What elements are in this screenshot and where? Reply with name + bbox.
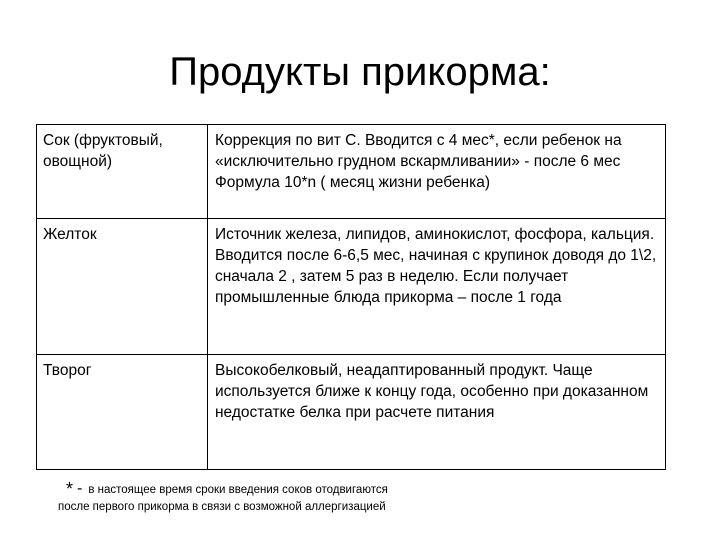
footnote-line-1 <box>58 480 658 499</box>
product-description <box>215 219 659 308</box>
table-row <box>37 219 665 355</box>
product-description <box>215 355 659 423</box>
product-name: Творог <box>43 362 92 379</box>
description-paragraph: Вводится после 6-6,5 мес, начиная с крупинок доводя до 1\2, сначала 2 , затем 5 раз в неделю. Если получает промышленные блюда прикорма – после 1 года <box>215 247 657 306</box>
footnote-text: в настоящее время сроки введения соков отодвигаются <box>88 484 388 496</box>
product-name: Сок (фруктовый, овощной) <box>43 132 163 170</box>
page-title: Продукты прикорма: <box>169 50 551 94</box>
product-name: Желток <box>43 226 97 243</box>
description-paragraph: Источник железа, липидов, аминокислот, фосфора, кальция. <box>215 226 655 243</box>
description-paragraph: Формула 10*n ( месяц жизни ребенка) <box>215 174 491 191</box>
description-paragraph: Высокобелковый, неадаптированный продукт. Чаще используется ближе к концу года, особенно при доказанном недостатке белка при расчете питания <box>215 362 649 421</box>
table-row <box>37 355 665 471</box>
table-row <box>37 125 665 219</box>
product-description <box>215 125 659 193</box>
footnote-dash: - <box>77 480 83 497</box>
feeding-table <box>36 124 666 470</box>
description-paragraph: Коррекция по вит С. Вводится с 4 мес*, если ребенок на «исключительно грудном вскармливании» - после 6 мес <box>215 132 622 170</box>
footnote-line-2: после первого прикорма в связи с возможной аллергизацией <box>58 501 386 513</box>
footnote <box>58 480 658 516</box>
footnote-marker: * <box>66 479 74 499</box>
